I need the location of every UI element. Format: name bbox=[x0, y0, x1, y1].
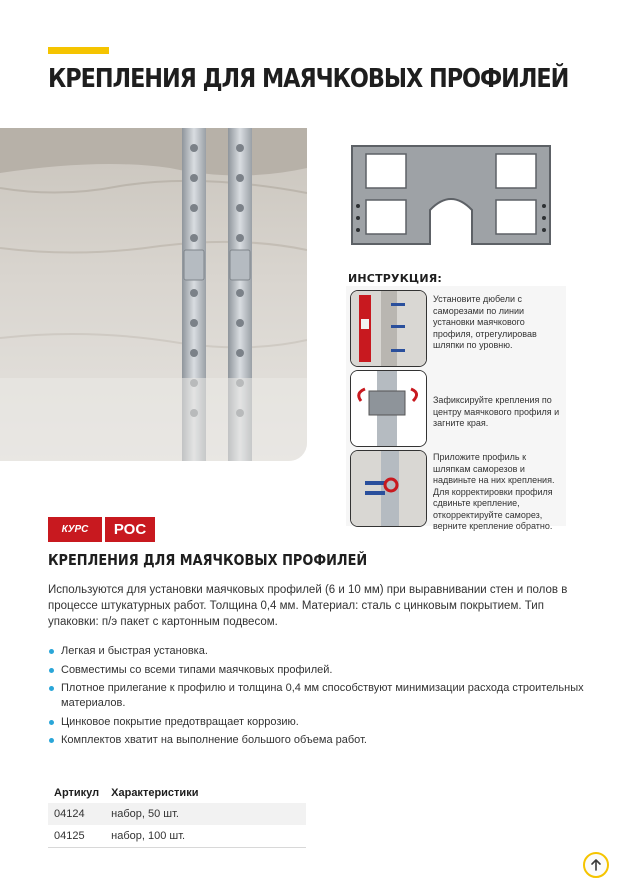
spec-table bbox=[48, 783, 306, 848]
spec-cell-characteristics: набор, 50 шт. bbox=[105, 803, 306, 825]
instruction-title: ИНСТРУКЦИЯ: bbox=[348, 272, 443, 285]
table-row bbox=[48, 825, 306, 848]
feature-list bbox=[48, 644, 588, 752]
product-title: КРЕПЛЕНИЯ ДЛЯ МАЯЧКОВЫХ ПРОФИЛЕЙ bbox=[48, 551, 368, 569]
instruction-step-1: Установите дюбели с саморезами по линии установки маячкового профиля, отрегулировав шляпки по уровню. bbox=[433, 294, 537, 350]
arrow-up-icon bbox=[589, 858, 603, 872]
feature-item: Плотное прилегание к профилю и толщина 0,4 мм способствуют минимизации расхода строительных материалов. bbox=[48, 681, 588, 711]
spec-header-article: Артикул bbox=[54, 787, 100, 799]
brand-logos bbox=[48, 517, 155, 542]
feature-item: Цинковое покрытие предотвращает коррозию. bbox=[48, 715, 588, 730]
spec-header-characteristics: Характеристики bbox=[111, 787, 199, 799]
feature-item: Легкая и быстрая установка. bbox=[48, 644, 588, 659]
instruction-step-2: Зафиксируйте крепления по центру маячкового профиля и загните края. bbox=[433, 395, 560, 428]
instruction-step-3: Приложите профиль к шляпкам саморезов и надвиньте на них крепления. Для корректировки профиля сдвиньте крепление, откорректируйте саморез, верните крепление обратно. bbox=[433, 452, 555, 531]
bend-clip-icon bbox=[350, 370, 427, 447]
feature-item: Совместимы со всеми типами маячковых профилей. bbox=[48, 663, 588, 678]
accent-bar bbox=[48, 47, 109, 54]
spec-cell-article: 04124 bbox=[48, 803, 105, 825]
mount-profile-icon bbox=[350, 450, 427, 527]
brand-logo-ros: РОС bbox=[105, 517, 155, 542]
scroll-top-button[interactable] bbox=[583, 852, 609, 878]
page-title: КРЕПЛЕНИЯ ДЛЯ МАЯЧКОВЫХ ПРОФИЛЕЙ bbox=[48, 64, 569, 94]
level-dowel-icon bbox=[350, 290, 427, 367]
brand-logo-kurs: КУРС bbox=[48, 517, 102, 542]
spec-cell-article: 04125 bbox=[48, 825, 105, 848]
feature-item: Комплектов хватит на выполнение большого объема работ. bbox=[48, 733, 588, 748]
spec-cell-characteristics: набор, 100 шт. bbox=[105, 825, 306, 848]
product-description: Используются для установки маячковых профилей (6 и 10 мм) при выравнивании стен и полов в процессе штукатурных работ. Толщина 0,4 мм. Материал: сталь с цинковым покрытием. Тип упаковки: п/э пакет с картонным подвесом. bbox=[48, 584, 568, 628]
wall-photo bbox=[0, 128, 307, 461]
spec-header-row bbox=[48, 783, 306, 803]
clip-plate-image bbox=[346, 140, 556, 250]
table-row bbox=[48, 803, 306, 825]
